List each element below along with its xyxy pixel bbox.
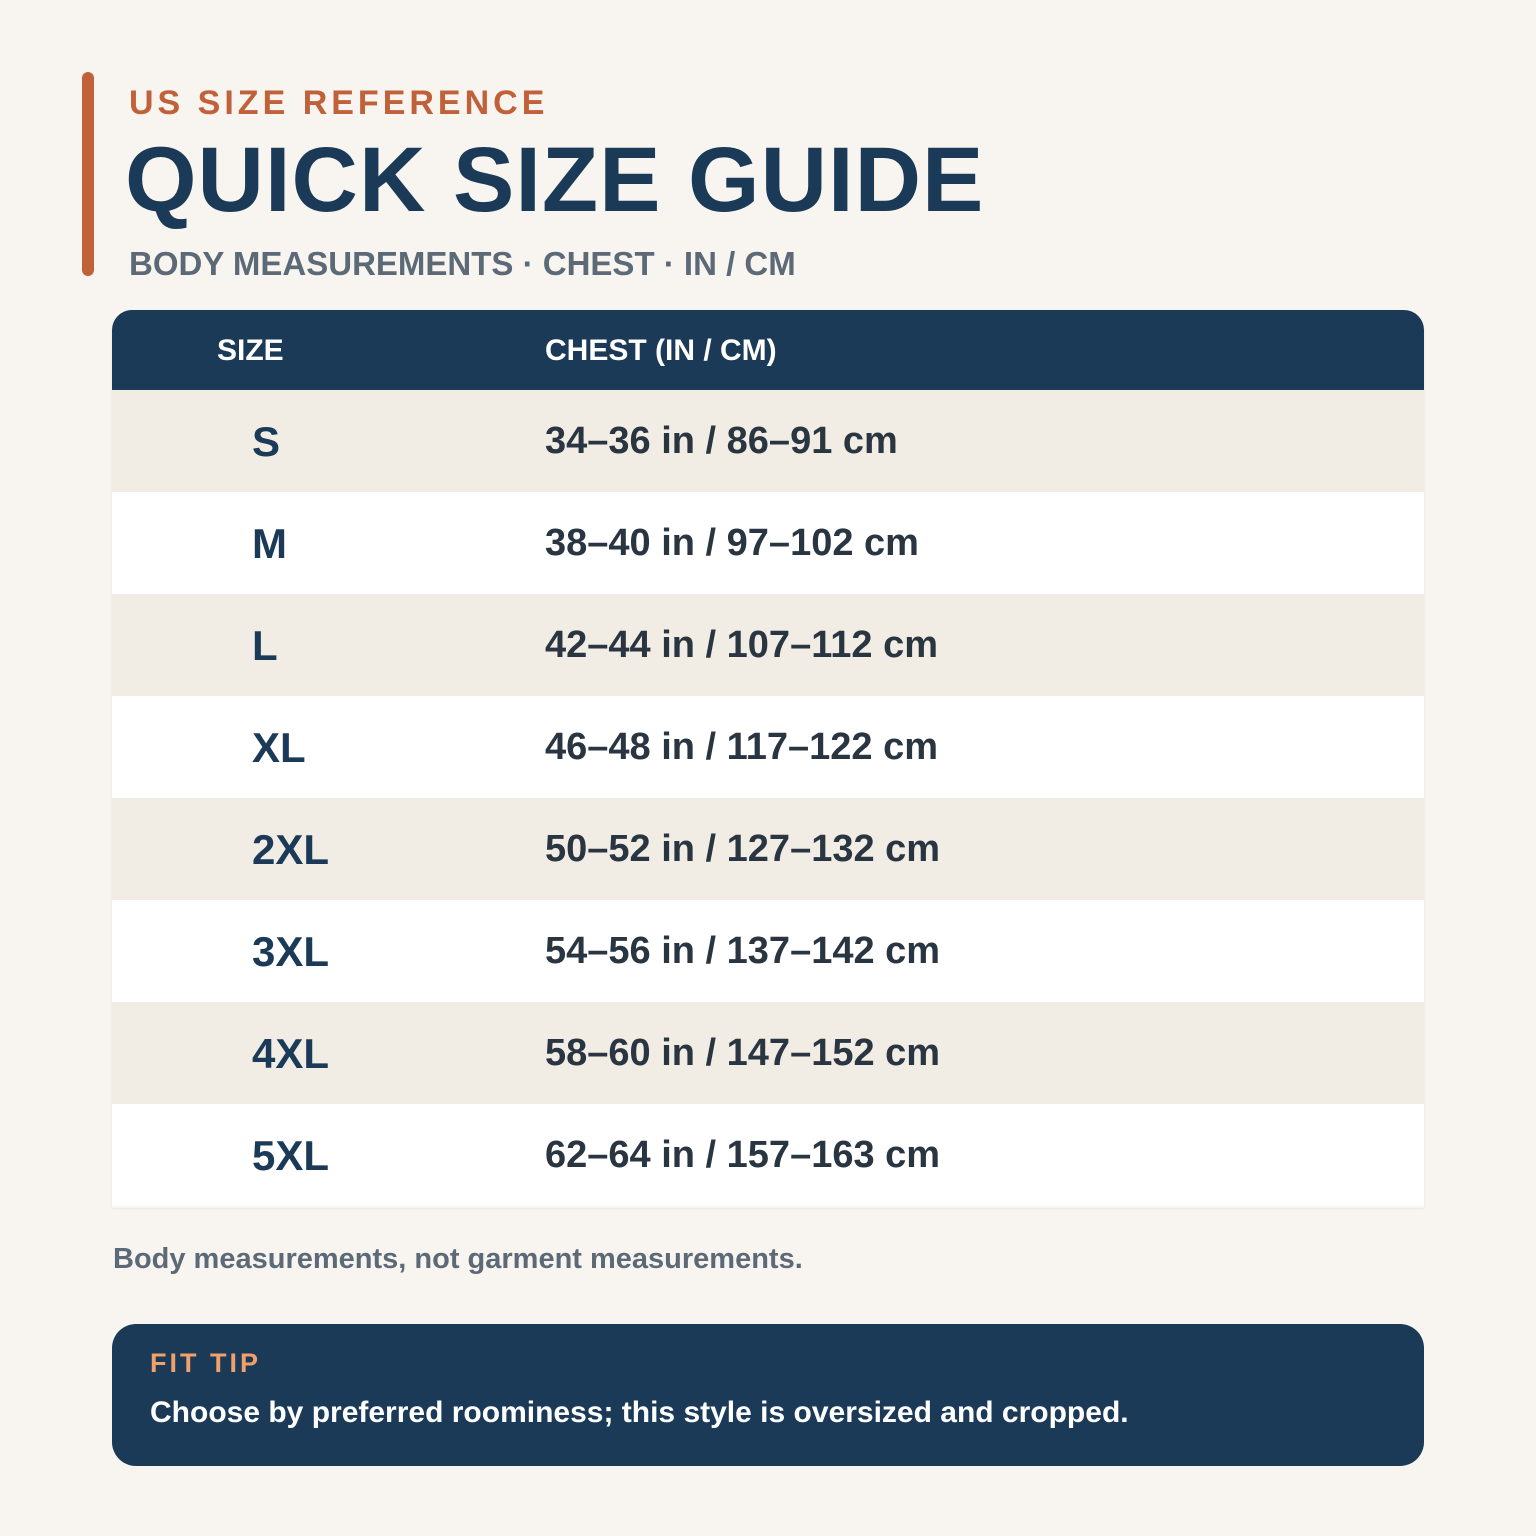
chest-cell: 54–56 in / 137–142 cm (545, 930, 941, 972)
chest-cell: 42–44 in / 107–112 cm (545, 624, 938, 666)
table-header (112, 310, 1424, 390)
size-cell: 5XL (252, 1132, 330, 1179)
size-cell: 2XL (252, 826, 330, 873)
column-header-size: SIZE (217, 334, 284, 367)
size-cell: L (252, 622, 278, 669)
chest-cell: 38–40 in / 97–102 cm (545, 522, 919, 564)
chest-cell: 50–52 in / 127–132 cm (545, 828, 941, 870)
table-row (112, 1104, 1424, 1206)
page-subtitle: BODY MEASUREMENTS · CHEST · IN / CM (129, 245, 796, 282)
chest-cell: 58–60 in / 147–152 cm (545, 1032, 941, 1074)
table-row (112, 798, 1424, 900)
chest-cell: 46–48 in / 117–122 cm (545, 726, 938, 768)
size-cell: XL (252, 724, 306, 771)
table-row (112, 1002, 1424, 1104)
table-row (112, 594, 1424, 696)
fit-tip-label: FIT TIP (150, 1348, 261, 1378)
size-table (112, 310, 1424, 1208)
table-row (112, 696, 1424, 798)
size-cell: 3XL (252, 928, 330, 975)
header-accent-bar (82, 72, 94, 276)
column-header-chest: CHEST (IN / CM) (545, 334, 777, 367)
table-row (112, 900, 1424, 1002)
chest-cell: 34–36 in / 86–91 cm (545, 420, 898, 462)
table-row (112, 492, 1424, 594)
size-cell: S (252, 418, 281, 465)
size-cell: M (252, 520, 287, 567)
fit-tip-box (112, 1324, 1424, 1466)
measurement-note: Body measurements, not garment measurements. (113, 1243, 803, 1275)
eyebrow-label: US SIZE REFERENCE (129, 84, 549, 122)
chest-cell: 62–64 in / 157–163 cm (545, 1134, 941, 1176)
fit-tip-text: Choose by preferred roominess; this style is oversized and cropped. (150, 1396, 1129, 1429)
table-row (112, 390, 1424, 492)
size-cell: 4XL (252, 1030, 330, 1077)
page-title: QUICK SIZE GUIDE (125, 129, 985, 231)
